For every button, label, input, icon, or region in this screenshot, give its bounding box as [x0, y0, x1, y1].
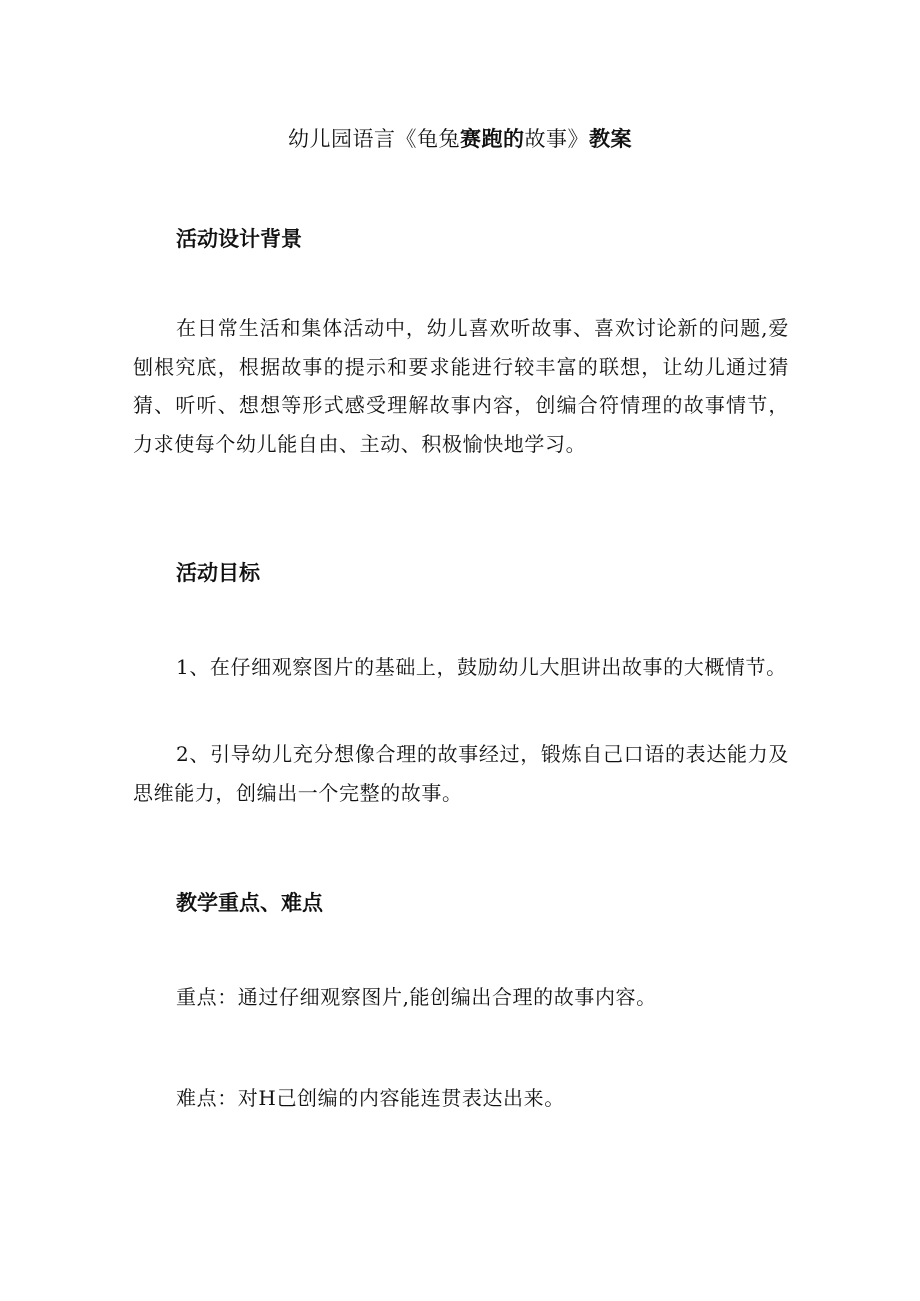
background-paragraph: 在日常生活和集体活动中，幼儿喜欢听故事、喜欢讨论新的问题,爱刨根究底，根据故事的提示和要求能进行较丰富的联想，让幼儿通过猜猜、听听、想想等形式感受理解故事内容，创编合符情理的故事情节，力求使每个幼儿能自由、主动、积极愉快地学习。 — [133, 316, 789, 456]
title-part-4: 教案 — [589, 127, 632, 151]
title-part-3: 故事》 — [524, 127, 589, 151]
difficulty-text: 难点：对H己创编的内容能连贯表达出来。 — [176, 1086, 565, 1110]
title-part-2: 赛跑的 — [460, 127, 525, 151]
key-point-text: 重点：通过仔细观察图片,能创编出合理的故事内容。 — [176, 985, 657, 1009]
document-title — [0, 124, 920, 154]
section-heading-objectives: 活动目标 — [176, 561, 260, 585]
title-part-1: 幼儿园语言《龟兔 — [288, 127, 460, 151]
section-heading-key-points: 教学重点、难点 — [176, 891, 323, 915]
section-heading-background: 活动设计背景 — [176, 227, 302, 251]
objective-item-2: 2、引导幼儿充分想像合理的故事经过，锻炼自己口语的表达能力及思维能力，创编出一个完整的故事。 — [133, 742, 789, 805]
objective-item-1: 1、在仔细观察图片的基础上，鼓励幼儿大胆讲出故事的大概情节。 — [176, 655, 787, 679]
